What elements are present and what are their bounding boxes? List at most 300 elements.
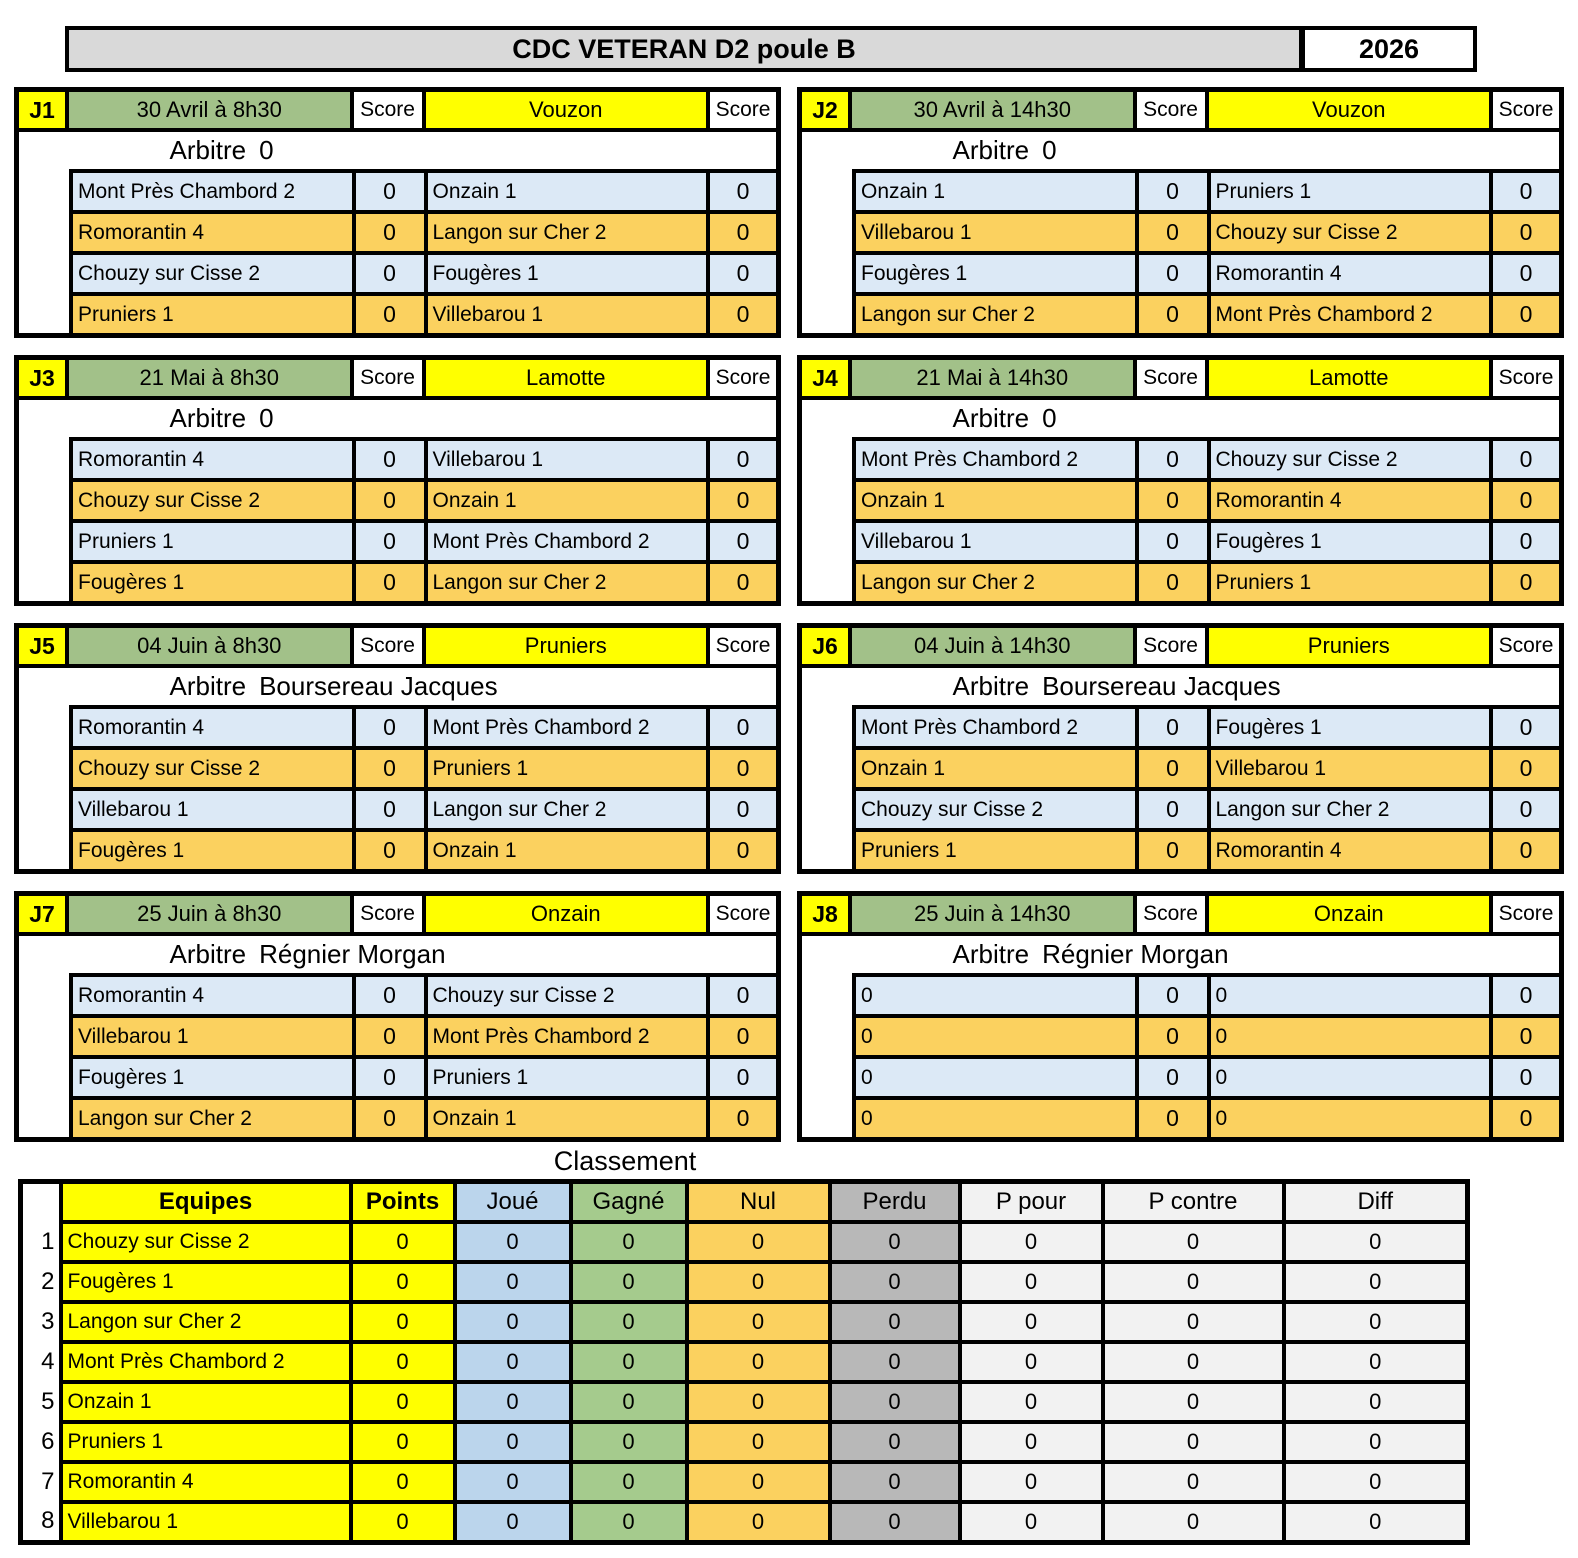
- rank-cell: 8: [21, 1502, 61, 1543]
- score-cell: 0: [710, 1018, 776, 1055]
- arbitre-label: Arbitre: [169, 671, 247, 701]
- classement-row: [21, 1382, 1468, 1422]
- score-cell: 0: [356, 441, 428, 478]
- classement-title: Classement: [553, 1146, 697, 1176]
- team-cell: 0: [1211, 1018, 1494, 1055]
- team-cell: Onzain 1: [428, 173, 711, 210]
- journee-header: [19, 360, 776, 400]
- team-cell: Chouzy sur Cisse 2: [73, 255, 356, 292]
- title-bar: [65, 26, 1477, 72]
- stat-cell: 0: [687, 1302, 830, 1342]
- stat-cell: 0: [830, 1422, 960, 1462]
- classement-row: [21, 1302, 1468, 1342]
- rank-cell: 4: [21, 1342, 61, 1382]
- team-cell: Romorantin 4: [1211, 255, 1494, 292]
- team-cell: Langon sur Cher 2: [856, 296, 1139, 333]
- match-row: [73, 173, 776, 214]
- classement-row: [21, 1502, 1468, 1543]
- score-cell: 0: [710, 482, 776, 519]
- team-cell: 0: [856, 977, 1139, 1014]
- match-rows: [852, 705, 1559, 869]
- team-cell: Chouzy sur Cisse 2: [73, 482, 356, 519]
- stat-cell: 0: [351, 1502, 455, 1543]
- journee-date: 21 Mai à 8h30: [69, 360, 354, 400]
- score-header: Score: [1137, 92, 1209, 132]
- match-row: [856, 977, 1559, 1018]
- score-cell: 0: [710, 1059, 776, 1096]
- match-row: [73, 791, 776, 832]
- match-row: [856, 523, 1559, 564]
- score-header: Score: [710, 628, 776, 668]
- stat-cell: 0: [960, 1262, 1103, 1302]
- stat-cell: 0: [571, 1302, 687, 1342]
- score-cell: 0: [710, 832, 776, 869]
- journee-block: [797, 87, 1564, 338]
- score-cell: 0: [710, 791, 776, 828]
- match-row: [73, 255, 776, 296]
- score-cell: 0: [710, 296, 776, 333]
- stat-cell: 0: [830, 1222, 960, 1262]
- stat-cell: 0: [1103, 1462, 1284, 1502]
- stat-cell: 0: [830, 1342, 960, 1382]
- team-cell: Onzain 1: [428, 1100, 711, 1137]
- score-header: Score: [1493, 92, 1559, 132]
- rank-cell: 7: [21, 1462, 61, 1502]
- team-cell: Pruniers 1: [1211, 564, 1494, 601]
- arbitre-row: [19, 132, 776, 169]
- arbitre-label: Arbitre: [952, 135, 1030, 165]
- arbitre-label: Arbitre: [952, 939, 1030, 969]
- match-row: [856, 1100, 1559, 1137]
- team-cell: Langon sur Cher 2: [73, 1100, 356, 1137]
- classement-row: [21, 1342, 1468, 1382]
- score-header: Score: [354, 628, 426, 668]
- stat-cell: 0: [455, 1222, 571, 1262]
- score-cell: 0: [1139, 214, 1211, 251]
- team-cell: Langon sur Cher 2: [61, 1302, 351, 1342]
- score-cell: 0: [356, 482, 428, 519]
- team-cell: 0: [856, 1059, 1139, 1096]
- team-cell: Fougères 1: [428, 255, 711, 292]
- arbitre-row: [19, 936, 776, 973]
- stat-cell: 0: [1284, 1502, 1468, 1543]
- stat-cell: 0: [455, 1502, 571, 1543]
- stat-cell: 0: [1284, 1462, 1468, 1502]
- team-cell: Fougères 1: [1211, 523, 1494, 560]
- score-cell: 0: [1493, 482, 1559, 519]
- score-cell: 0: [1139, 977, 1211, 1014]
- stat-cell: 0: [455, 1422, 571, 1462]
- team-cell: Fougères 1: [856, 255, 1139, 292]
- team-cell: Onzain 1: [428, 832, 711, 869]
- journee-venue: Pruniers: [1209, 628, 1494, 668]
- team-cell: Pruniers 1: [61, 1422, 351, 1462]
- match-row: [856, 832, 1559, 869]
- score-cell: 0: [710, 564, 776, 601]
- journee-block: [797, 355, 1564, 606]
- stat-cell: 0: [571, 1262, 687, 1302]
- stat-cell: 0: [571, 1342, 687, 1382]
- arbitre-label: Arbitre: [169, 135, 247, 165]
- arbitre-value: 0: [259, 135, 274, 165]
- score-cell: 0: [1493, 1059, 1559, 1096]
- stat-cell: 0: [960, 1422, 1103, 1462]
- score-header: Score: [710, 896, 776, 936]
- journee-venue: Lamotte: [426, 360, 711, 400]
- team-cell: Mont Près Chambord 2: [856, 441, 1139, 478]
- stat-cell: 0: [687, 1422, 830, 1462]
- score-cell: 0: [1493, 977, 1559, 1014]
- stat-cell: 0: [571, 1502, 687, 1543]
- score-header: Score: [1493, 896, 1559, 936]
- stat-cell: 0: [351, 1222, 455, 1262]
- score-cell: 0: [1139, 1059, 1211, 1096]
- team-cell: Onzain 1: [61, 1382, 351, 1422]
- team-cell: Fougères 1: [1211, 709, 1494, 746]
- arbitre-value: Régnier Morgan: [259, 939, 446, 969]
- arbitre-value: Régnier Morgan: [1042, 939, 1229, 969]
- journee-block: [14, 87, 781, 338]
- team-cell: Onzain 1: [428, 482, 711, 519]
- team-cell: Mont Près Chambord 2: [73, 173, 356, 210]
- journee-date: 30 Avril à 8h30: [69, 92, 354, 132]
- team-cell: Romorantin 4: [73, 709, 356, 746]
- rank-cell: 1: [21, 1222, 61, 1262]
- score-header: Score: [354, 360, 426, 400]
- team-cell: Romorantin 4: [1211, 482, 1494, 519]
- team-cell: Villebarou 1: [856, 523, 1139, 560]
- stat-cell: 0: [455, 1462, 571, 1502]
- score-cell: 0: [1139, 255, 1211, 292]
- rank-cell: 5: [21, 1382, 61, 1422]
- stat-cell: 0: [960, 1382, 1103, 1422]
- journee-label: J4: [802, 360, 852, 400]
- score-cell: 0: [356, 523, 428, 560]
- score-cell: 0: [1493, 296, 1559, 333]
- team-cell: Villebarou 1: [856, 214, 1139, 251]
- arbitre-row: [802, 132, 1559, 169]
- column-header: Gagné: [571, 1182, 687, 1223]
- team-cell: 0: [1211, 1059, 1494, 1096]
- stat-cell: 0: [351, 1342, 455, 1382]
- score-cell: 0: [1139, 173, 1211, 210]
- score-cell: 0: [710, 709, 776, 746]
- stat-cell: 0: [455, 1382, 571, 1422]
- match-row: [856, 482, 1559, 523]
- score-cell: 0: [1493, 523, 1559, 560]
- match-rows: [69, 705, 776, 869]
- stat-cell: 0: [351, 1462, 455, 1502]
- score-header: Score: [710, 92, 776, 132]
- team-cell: Fougères 1: [73, 1059, 356, 1096]
- team-cell: Onzain 1: [856, 482, 1139, 519]
- team-cell: Pruniers 1: [73, 523, 356, 560]
- journee-date: 30 Avril à 14h30: [852, 92, 1137, 132]
- stat-cell: 0: [687, 1462, 830, 1502]
- match-row: [856, 791, 1559, 832]
- stat-cell: 0: [455, 1342, 571, 1382]
- team-cell: Romorantin 4: [73, 441, 356, 478]
- stat-cell: 0: [1103, 1342, 1284, 1382]
- team-cell: Fougères 1: [61, 1262, 351, 1302]
- stat-cell: 0: [351, 1302, 455, 1342]
- stat-cell: 0: [687, 1222, 830, 1262]
- journee-header: [19, 92, 776, 132]
- score-cell: 0: [1493, 173, 1559, 210]
- journee-header: [802, 360, 1559, 400]
- score-header: Score: [354, 92, 426, 132]
- stat-cell: 0: [351, 1422, 455, 1462]
- journee-block: [14, 623, 781, 874]
- team-cell: Pruniers 1: [428, 1059, 711, 1096]
- stat-cell: 0: [1284, 1382, 1468, 1422]
- score-cell: 0: [356, 173, 428, 210]
- team-cell: Romorantin 4: [61, 1462, 351, 1502]
- journee-block: [14, 355, 781, 606]
- match-row: [73, 523, 776, 564]
- score-cell: 0: [1139, 709, 1211, 746]
- stat-cell: 0: [1284, 1302, 1468, 1342]
- match-rows: [69, 973, 776, 1137]
- journee-label: J8: [802, 896, 852, 936]
- match-row: [856, 750, 1559, 791]
- score-cell: 0: [356, 296, 428, 333]
- journee-label: J1: [19, 92, 69, 132]
- team-cell: Langon sur Cher 2: [856, 564, 1139, 601]
- stat-cell: 0: [960, 1302, 1103, 1342]
- team-cell: Chouzy sur Cisse 2: [856, 791, 1139, 828]
- journee-header: [802, 92, 1559, 132]
- score-cell: 0: [356, 564, 428, 601]
- match-row: [856, 214, 1559, 255]
- stat-cell: 0: [830, 1262, 960, 1302]
- stat-cell: 0: [830, 1502, 960, 1543]
- match-row: [856, 441, 1559, 482]
- arbitre-row: [19, 400, 776, 437]
- arbitre-row: [19, 668, 776, 705]
- journee-block: [797, 623, 1564, 874]
- team-cell: Chouzy sur Cisse 2: [61, 1222, 351, 1262]
- team-cell: Villebarou 1: [428, 441, 711, 478]
- team-cell: Pruniers 1: [856, 832, 1139, 869]
- arbitre-row: [802, 400, 1559, 437]
- match-row: [73, 214, 776, 255]
- team-cell: Mont Près Chambord 2: [61, 1342, 351, 1382]
- stat-cell: 0: [1284, 1422, 1468, 1462]
- arbitre-value: 0: [1042, 135, 1057, 165]
- match-rows: [69, 437, 776, 601]
- score-cell: 0: [356, 1100, 428, 1137]
- match-row: [73, 709, 776, 750]
- team-cell: Romorantin 4: [73, 977, 356, 1014]
- score-cell: 0: [1493, 1018, 1559, 1055]
- classement-row: [21, 1222, 1468, 1262]
- stat-cell: 0: [455, 1262, 571, 1302]
- stat-cell: 0: [830, 1462, 960, 1502]
- stat-cell: 0: [1103, 1422, 1284, 1462]
- team-cell: 0: [1211, 1100, 1494, 1137]
- team-cell: Villebarou 1: [73, 791, 356, 828]
- score-cell: 0: [356, 709, 428, 746]
- classement-row: [21, 1262, 1468, 1302]
- score-header: Score: [354, 896, 426, 936]
- rank-cell: 6: [21, 1422, 61, 1462]
- score-cell: 0: [1139, 791, 1211, 828]
- classement-row: [21, 1462, 1468, 1502]
- team-cell: Pruniers 1: [428, 750, 711, 787]
- stat-cell: 0: [687, 1382, 830, 1422]
- team-cell: Romorantin 4: [73, 214, 356, 251]
- score-cell: 0: [356, 1059, 428, 1096]
- match-rows: [69, 169, 776, 333]
- rank-cell: 2: [21, 1262, 61, 1302]
- score-cell: 0: [1493, 214, 1559, 251]
- team-cell: Onzain 1: [856, 173, 1139, 210]
- stat-cell: 0: [687, 1502, 830, 1543]
- stat-cell: 0: [571, 1422, 687, 1462]
- team-cell: Mont Près Chambord 2: [1211, 296, 1494, 333]
- classement-body: [21, 1182, 1468, 1543]
- journee-venue: Vouzon: [1209, 92, 1494, 132]
- match-row: [856, 255, 1559, 296]
- match-row: [73, 1100, 776, 1137]
- stat-cell: 0: [960, 1342, 1103, 1382]
- stat-cell: 0: [1284, 1342, 1468, 1382]
- journee-label: J3: [19, 360, 69, 400]
- journee-label: J5: [19, 628, 69, 668]
- match-row: [73, 441, 776, 482]
- team-cell: Langon sur Cher 2: [428, 791, 711, 828]
- match-row: [73, 296, 776, 333]
- score-cell: 0: [1493, 564, 1559, 601]
- team-cell: Fougères 1: [73, 832, 356, 869]
- team-cell: Villebarou 1: [428, 296, 711, 333]
- stat-cell: 0: [830, 1382, 960, 1422]
- stat-cell: 0: [571, 1382, 687, 1422]
- score-cell: 0: [1139, 564, 1211, 601]
- team-cell: 0: [1211, 977, 1494, 1014]
- stat-cell: 0: [351, 1262, 455, 1302]
- team-cell: Villebarou 1: [1211, 750, 1494, 787]
- arbitre-label: Arbitre: [169, 403, 247, 433]
- stat-cell: 0: [830, 1302, 960, 1342]
- match-rows: [852, 973, 1559, 1137]
- match-rows: [852, 437, 1559, 601]
- journee-date: 04 Juin à 8h30: [69, 628, 354, 668]
- journee-venue: Lamotte: [1209, 360, 1494, 400]
- score-cell: 0: [1139, 750, 1211, 787]
- team-cell: 0: [856, 1100, 1139, 1137]
- score-cell: 0: [356, 255, 428, 292]
- team-cell: Pruniers 1: [1211, 173, 1494, 210]
- team-cell: Fougères 1: [73, 564, 356, 601]
- stat-cell: 0: [1284, 1262, 1468, 1302]
- team-cell: Chouzy sur Cisse 2: [428, 977, 711, 1014]
- match-row: [73, 750, 776, 791]
- team-cell: Pruniers 1: [73, 296, 356, 333]
- score-cell: 0: [1139, 482, 1211, 519]
- score-cell: 0: [356, 791, 428, 828]
- score-header: Score: [1137, 896, 1209, 936]
- score-cell: 0: [1493, 791, 1559, 828]
- journee-header: [19, 628, 776, 668]
- team-cell: Mont Près Chambord 2: [428, 709, 711, 746]
- journee-label: J2: [802, 92, 852, 132]
- match-row: [73, 482, 776, 523]
- score-header: Score: [1137, 360, 1209, 400]
- journee-label: J6: [802, 628, 852, 668]
- stat-cell: 0: [1103, 1222, 1284, 1262]
- stat-cell: 0: [1103, 1302, 1284, 1342]
- journee-header: [19, 896, 776, 936]
- team-cell: Mont Près Chambord 2: [428, 523, 711, 560]
- journee-block: [797, 891, 1564, 1142]
- match-row: [856, 1018, 1559, 1059]
- score-cell: 0: [1493, 1100, 1559, 1137]
- score-cell: 0: [1139, 1100, 1211, 1137]
- score-cell: 0: [1493, 441, 1559, 478]
- team-cell: Langon sur Cher 2: [1211, 791, 1494, 828]
- match-row: [73, 977, 776, 1018]
- score-cell: 0: [356, 750, 428, 787]
- match-row: [856, 1059, 1559, 1100]
- stat-cell: 0: [960, 1462, 1103, 1502]
- match-row: [856, 296, 1559, 333]
- column-header: P pour: [960, 1182, 1103, 1223]
- team-cell: Chouzy sur Cisse 2: [1211, 214, 1494, 251]
- arbitre-value: Boursereau Jacques: [259, 671, 498, 701]
- score-cell: 0: [1493, 832, 1559, 869]
- score-cell: 0: [356, 832, 428, 869]
- score-cell: 0: [356, 214, 428, 251]
- column-header: Equipes: [61, 1182, 351, 1223]
- score-cell: 0: [1139, 1018, 1211, 1055]
- score-cell: 0: [710, 255, 776, 292]
- team-cell: Mont Près Chambord 2: [856, 709, 1139, 746]
- arbitre-value: Boursereau Jacques: [1042, 671, 1281, 701]
- score-cell: 0: [710, 750, 776, 787]
- stat-cell: 0: [687, 1342, 830, 1382]
- stat-cell: 0: [351, 1382, 455, 1422]
- stat-cell: 0: [571, 1222, 687, 1262]
- score-cell: 0: [1139, 441, 1211, 478]
- team-cell: Chouzy sur Cisse 2: [1211, 441, 1494, 478]
- match-row: [73, 1018, 776, 1059]
- column-header: Points: [351, 1182, 455, 1223]
- score-cell: 0: [1493, 709, 1559, 746]
- match-rows: [852, 169, 1559, 333]
- score-cell: 0: [710, 1100, 776, 1137]
- rank-header: [21, 1182, 61, 1223]
- arbitre-label: Arbitre: [169, 939, 247, 969]
- score-cell: 0: [710, 523, 776, 560]
- team-cell: Romorantin 4: [1211, 832, 1494, 869]
- journee-date: 25 Juin à 8h30: [69, 896, 354, 936]
- column-header: Joué: [455, 1182, 571, 1223]
- score-header: Score: [1493, 360, 1559, 400]
- score-cell: 0: [710, 977, 776, 1014]
- match-row: [73, 832, 776, 869]
- rank-cell: 3: [21, 1302, 61, 1342]
- score-cell: 0: [710, 173, 776, 210]
- arbitre-value: 0: [259, 403, 274, 433]
- match-row: [73, 1059, 776, 1100]
- team-cell: Langon sur Cher 2: [428, 564, 711, 601]
- stat-cell: 0: [571, 1462, 687, 1502]
- team-cell: Mont Près Chambord 2: [428, 1018, 711, 1055]
- journee-date: 21 Mai à 14h30: [852, 360, 1137, 400]
- column-header: P contre: [1103, 1182, 1284, 1223]
